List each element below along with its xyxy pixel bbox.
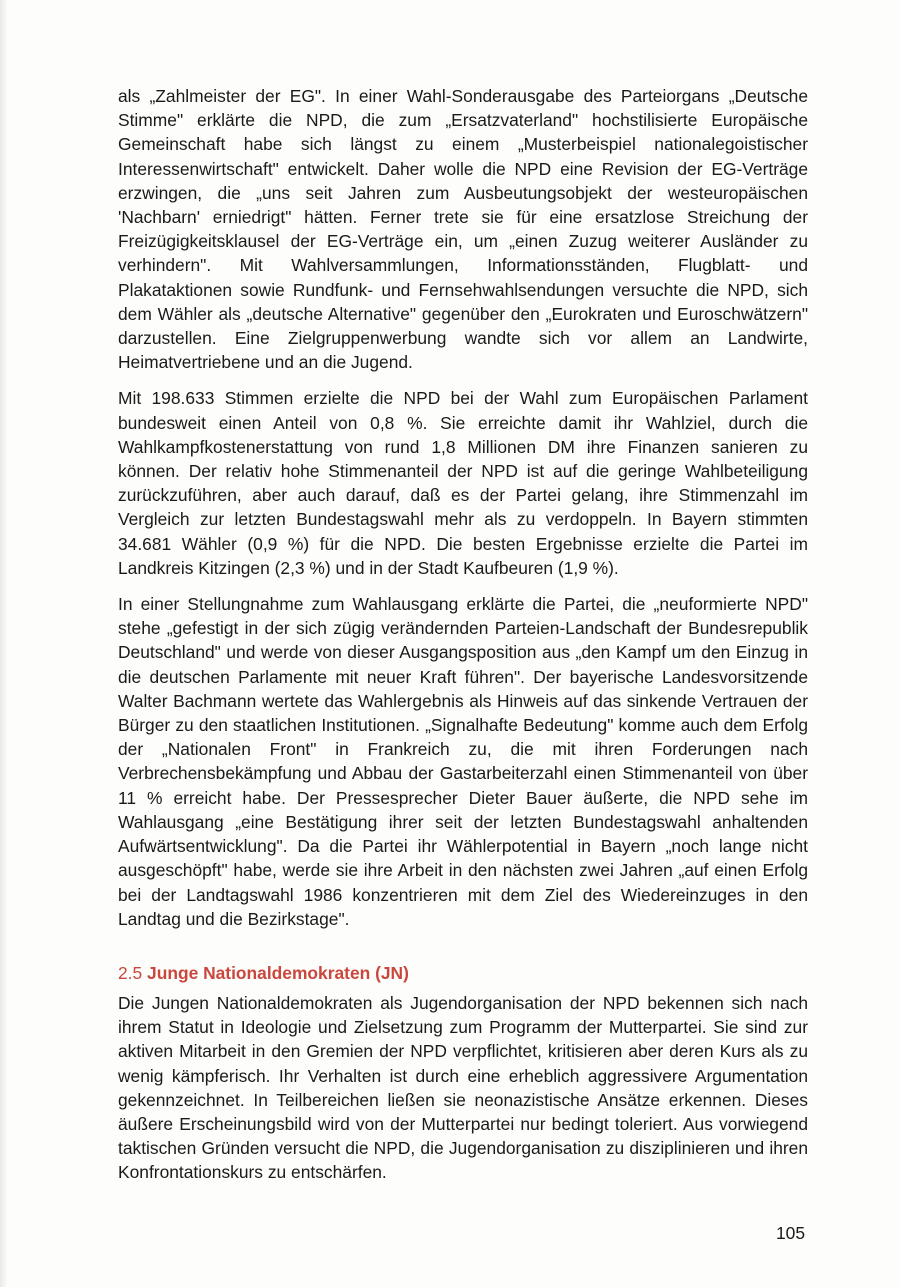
- page-number: 105: [775, 1223, 805, 1243]
- paragraph-party-statement: In einer Stellungnahme zum Wahlausgang erklärte die Partei, die „neuformierte NPD" stehe „gefestigt in der sich zügig verändernden Parteien-Landschaft der Bundesrepublik Deutschland" und werde von dieser Ausgangsposition aus „den Kampf um den Einzug in die deutschen Parlamente mit neuer Kraft führen". Der bayerische Landesvorsitzende Walter Bachmann wertete das Wahlergebnis als Hinweis auf das sinkende Vertrauen der Bürger zu den staatlichen Institutionen. „Signalhafte Bedeutung" komme auch dem Erfolg der „Nationalen Front" in Frankreich zu, die mit ihren Forderungen nach Verbrechensbekämpfung und Abbau der Gastarbeiterzahl einen Stimmenanteil von über 11 % erreicht habe. Der Pressesprecher Dieter Bauer äußerte, die NPD sehe im Wahlausgang „eine Bestätigung ihrer seit der letzten Bundestagswahl anhaltenden Aufwärtsentwicklung". Da die Partei ihr Wählerpotential in Bayern „noch lange nicht ausgeschöpft" habe, werde sie ihre Arbeit in den nächsten zwei Jahren „auf einen Erfolg bei der Landtagswahl 1986 konzentrieren mit dem Ziel des Wiedereinzuges in den Landtag und die Bezirkstage".: [118, 594, 808, 929]
- page-edge-shadow: [0, 0, 8, 1287]
- section-number: 2.5: [118, 962, 143, 983]
- paragraph-npd-campaign: als „Zahlmeister der EG". In einer Wahl-Sonderausgabe des Parteiorgans „Deutsche Stimme" erklärte die NPD, die zum „Ersatzvaterland" hochstilisierte Europäische Gemeinschaft habe sich längst zu einem „Musterbeispiel nationalegoistischer Interessenwirtschaft" entwickelt. Daher wolle die NPD eine Revision der EG-Verträge erzwingen, die „uns seit Jahren zum Ausbeutungsobjekt der westeuropäischen 'Nachbarn' erniedrigt" hätten. Ferner trete sie für eine ersatzlose Streichung der Freizügigkeitsklausel der EG-Verträge ein, um „einen Zuzug weiterer Ausländer zu verhindern". Mit Wahlversammlungen, Informationsständen, Flugblatt- und Plakataktionen sowie Rundfunk- und Fernsehwahlsendungen versuchte die NPD, sich dem Wähler als „deutsche Alternative" gegenüber den „Eurokraten und Euroschwätzern" darzustellen. Eine Zielgruppenwerbung wandte sich vor allem an Landwirte, Heimatvertriebene und an die Jugend.: [118, 86, 808, 373]
- body-text: [118, 84, 808, 1197]
- paragraph-election-result: Mit 198.633 Stimmen erzielte die NPD bei der Wahl zum Europäischen Parlament bundesweit einen Anteil von 0,8 %. Sie erreichte damit ihr Wahlziel, durch die Wahlkampfkostenerstattung von rund 1,8 Millionen DM ihre Finanzen sanieren zu können. Der relativ hohe Stimmenanteil der NPD ist auf die geringe Wahlbeteiligung zurückzuführen, aber auch darauf, daß es der Partei gelang, ihre Stimmenzahl im Vergleich zur letzten Bundestagswahl mehr als zu verdoppeln. In Bayern stimmten 34.681 Wähler (0,9 %) für die NPD. Die besten Ergebnisse erzielte die Partei im Landkreis Kitzingen (2,3 %) und in der Stadt Kaufbeuren (1,9 %).: [118, 388, 808, 578]
- section-heading: [118, 961, 808, 985]
- paragraph-jn: Die Jungen Nationaldemokraten als Jugendorganisation der NPD bekennen sich nach ihrem Statut in Ideologie und Zielsetzung zum Programm der Mutterpartei. Sie sind zur aktiven Mitarbeit in den Gremien der NPD verpflichtet, kritisieren aber deren Kurs als zu wenig kämpferisch. Ihr Verhalten ist durch eine erheblich aggressivere Argumentation gekennzeichnet. In Teilbereichen ließen sie neonazistische Ansätze erkennen. Dieses äußere Erscheinungsbild wird von der Mutterpartei nur bedingt toleriert. Aus vorwiegend taktischen Gründen versucht die NPD, die Jugendorganisation zu disziplinieren und ihren Konfrontationskurs zu entschärfen.: [118, 992, 808, 1183]
- section-title: Junge Nationaldemokraten (JN): [147, 962, 409, 983]
